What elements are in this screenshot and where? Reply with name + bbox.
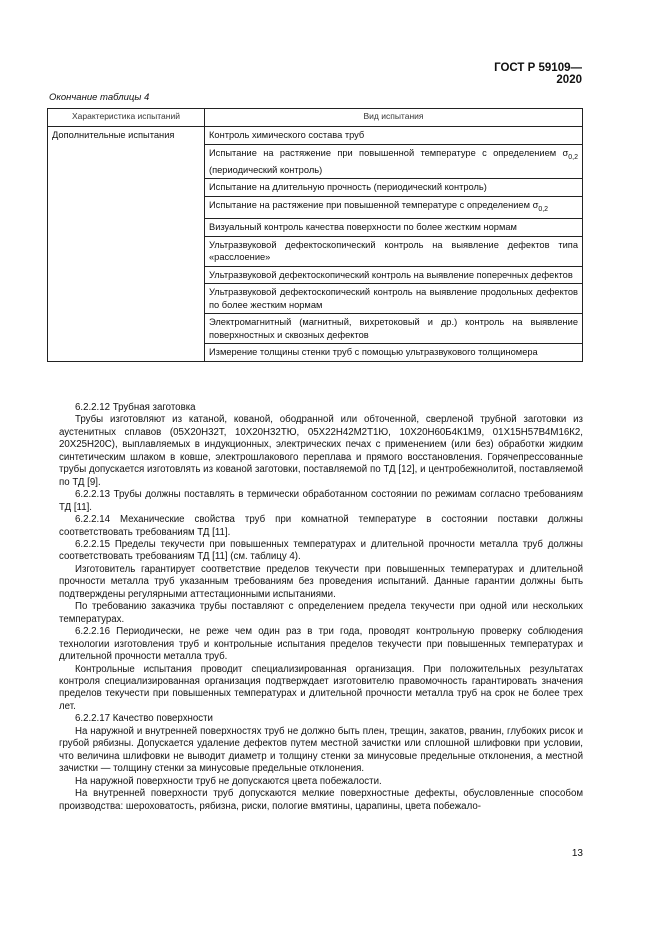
table-cell: Испытание на растяжение при повышенной температуре с определением $\sigma_{0,2}$ (периодический контроль) [205, 144, 583, 179]
page-number: 13 [571, 848, 583, 859]
body-text [59, 402, 583, 813]
tests-table [47, 108, 583, 362]
paragraph: Изготовитель гарантирует соответствие пределов текучести при повышенных температурах и длительной прочности металла труб указанным требованиям без проведения испытаний. Данные гарантии должны быть подтверждены регулярными аттестационными испытаниями. [59, 563, 583, 600]
paragraph: 6.2.2.13 Трубы должны поставлять в термически обработанном состоянии по режимам согласно требованиям ТД [11]. [59, 489, 583, 513]
table-header-row [48, 109, 583, 127]
column-header: Характеристика испытаний [48, 109, 205, 127]
section-heading: 6.2.2.17 Качество поверхности [75, 713, 213, 725]
table-cell: Визуальный контроль качества поверхности по более жестким нормам [205, 219, 583, 237]
table-cell: Измерение толщины стенки труб с помощью ультразвукового толщиномера [205, 344, 583, 362]
section-heading: 6.2.2.12 Трубная заготовка [75, 402, 196, 413]
paragraph: 6.2.2.16 Периодически, не реже чем один раз в три года, проводят контрольную проверку соблюдения технологии изготовления труб и контрольные испытания пределов текучести при повышенных температурах и длительной прочности металла труб. [59, 626, 583, 663]
paragraph: На внутренней поверхности труб допускаются мелкие поверхностные дефекты, обусловленные способом производства: шероховатость, рябизна, риски, пологие вмятины, царапины, цвета побежало- [59, 788, 583, 812]
paragraph: Трубы изготовляют из катаной, кованой, ободранной или обточенной, сверленой трубной заготовки из аустенитных сплавов (05Х20Н32Т, 10Х20Н32ТЮ, 05Х22Н42М2Т1Ю, 10Х20Н60Б4К1М9, 01Х15Н57В4М16К2, 20Х25Н20С), выплавляемых в индукционных, электрических печах с применением (или без) обработки жидким синтетическим шлаком в ковше, электрошлакового переплава и прямого восстановления. Горячепрессованные трубы допускается изготовлять из кованой заготовки, поставляемой по ТД [12], и центробежнолитой, поставляемой по ТД [9]. [59, 414, 583, 488]
paragraph: Контрольные испытания проводит специализированная организация. При положительных результатах контроля специализированная организация подтверждает изготовителю правомочность гарантировать значения пределов текучести при повышенных температурах и длительной прочности металла труб на срок не более трех лет. [59, 663, 583, 712]
table-cell: Ультразвуковой дефектоскопический контроль на выявление дефектов типа «расслоение» [205, 236, 583, 266]
table-caption: Окончание таблицы 4 [49, 92, 150, 103]
table-cell: Испытание на длительную прочность (периодический контроль) [205, 179, 583, 197]
paragraph: На наружной поверхности труб не допускаются цвета побежалости. [75, 775, 382, 787]
paragraph: 6.2.2.14 Механические свойства труб при комнатной температуре в состоянии поставки должны соответствовать требованиям ТД [11]. [59, 514, 583, 538]
row-label: Дополнительные испытания [48, 127, 205, 362]
table-cell: Контроль химического состава труб [205, 127, 583, 145]
table-cell: Ультразвуковой дефектоскопический контроль на выявление поперечных дефектов [205, 266, 583, 284]
paragraph: По требованию заказчика трубы поставляют с определением предела текучести при одной или нескольких температурах. [59, 601, 583, 625]
table-row [48, 127, 583, 145]
table-cell: Электромагнитный (магнитный, вихретоковый и др.) контроль на выявление поверхностных и сквозных дефектов [205, 314, 583, 344]
paragraph: 6.2.2.15 Пределы текучести при повышенных температурах и длительной прочности металла труб должны соответствовать требованиям ТД [11] (см. таблицу 4). [59, 538, 583, 563]
paragraph: На наружной и внутренней поверхностях труб не должно быть плен, трещин, закатов, рванин, глубоких рисок и грубой рябизны. Допускается удаление дефектов путем местной зачистки или сплошной шлифовки при условии, что величина шлифовки не выводит диаметр и толщину стенки за минусовые предельные отклонения, а местной зачистки — толщину стенки за минусовые предельные отклонения. [59, 725, 583, 775]
column-header: Вид испытания [205, 109, 583, 127]
table-cell: Испытание на растяжение при повышенной температуре с определением $\sigma_{0,2}$ [205, 196, 583, 218]
table-cell: Ультразвуковой дефектоскопический контроль на выявление продольных дефектов по более жестким нормам [205, 284, 583, 314]
document-number: ГОСТ Р 59109—2020 [494, 62, 582, 86]
